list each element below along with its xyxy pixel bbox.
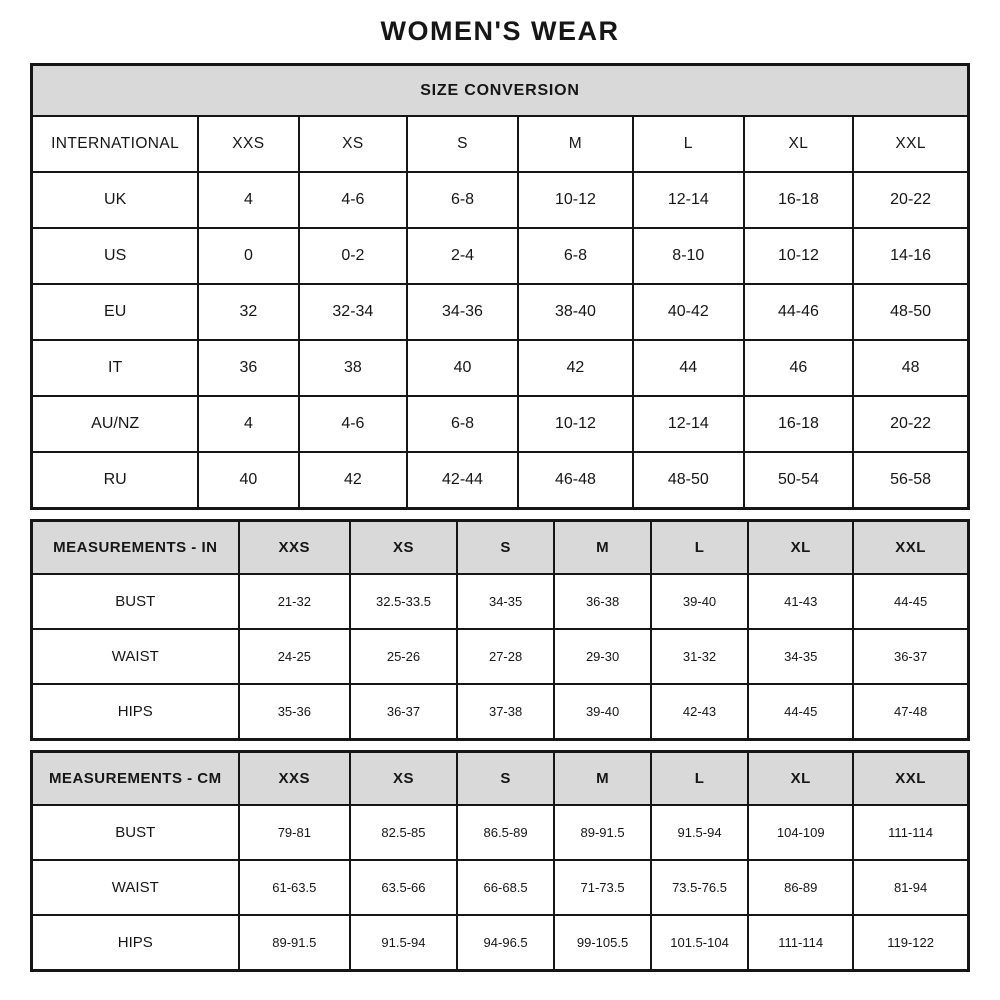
cell-value: 86.5-89 xyxy=(457,805,554,860)
cell-value: 94-96.5 xyxy=(457,915,554,971)
table-header-row xyxy=(32,116,969,172)
table-row xyxy=(32,860,969,915)
size-column-header: M xyxy=(554,521,651,575)
cell-value: 39-40 xyxy=(651,574,748,629)
cell-value: 20-22 xyxy=(853,172,968,228)
table-row xyxy=(32,915,969,971)
row-label: EU xyxy=(32,284,199,340)
cell-value: 44-45 xyxy=(853,574,968,629)
cell-value: 82.5-85 xyxy=(350,805,457,860)
size-column-header: XL xyxy=(748,521,853,575)
cell-value: 32.5-33.5 xyxy=(350,574,457,629)
row-label: BUST xyxy=(32,805,239,860)
cell-value: 91.5-94 xyxy=(651,805,748,860)
cell-value: 21-32 xyxy=(239,574,351,629)
cell-value: 89-91.5 xyxy=(239,915,351,971)
row-label: HIPS xyxy=(32,915,239,971)
header-label: MEASUREMENTS - IN xyxy=(32,521,239,575)
size-column-header: XS xyxy=(350,752,457,806)
size-conversion-table xyxy=(30,63,970,510)
cell-value: 34-35 xyxy=(748,629,853,684)
cell-value: 35-36 xyxy=(239,684,351,740)
size-column-header: XL xyxy=(748,752,853,806)
size-column-header: XS xyxy=(350,521,457,575)
table-row xyxy=(32,805,969,860)
cell-value: 16-18 xyxy=(744,396,854,452)
cell-value: 38 xyxy=(299,340,408,396)
cell-value: 27-28 xyxy=(457,629,554,684)
cell-value: 0 xyxy=(198,228,298,284)
cell-value: 24-25 xyxy=(239,629,351,684)
cell-value: 56-58 xyxy=(853,452,968,509)
cell-value: 46 xyxy=(744,340,854,396)
row-label: WAIST xyxy=(32,860,239,915)
cell-value: 44-45 xyxy=(748,684,853,740)
cell-value: 6-8 xyxy=(407,396,518,452)
cell-value: 111-114 xyxy=(853,805,968,860)
page-title: WOMEN'S WEAR xyxy=(380,16,620,46)
cell-value: 32 xyxy=(198,284,298,340)
size-chart-page xyxy=(30,0,970,972)
cell-value: 40 xyxy=(407,340,518,396)
table-banner-row xyxy=(32,65,969,117)
row-label: BUST xyxy=(32,574,239,629)
cell-value: 12-14 xyxy=(633,172,744,228)
size-column-header: M xyxy=(554,752,651,806)
cell-value: 4-6 xyxy=(299,396,408,452)
cell-value: 31-32 xyxy=(651,629,748,684)
cell-value: 73.5-76.5 xyxy=(651,860,748,915)
header-label: MEASUREMENTS - CM xyxy=(32,752,239,806)
cell-value: 0-2 xyxy=(299,228,408,284)
cell-value: 12-14 xyxy=(633,396,744,452)
cell-value: 81-94 xyxy=(853,860,968,915)
row-label: HIPS xyxy=(32,684,239,740)
cell-value: 42-44 xyxy=(407,452,518,509)
row-label: IT xyxy=(32,340,199,396)
cell-value: 66-68.5 xyxy=(457,860,554,915)
size-column-header: XS xyxy=(299,116,408,172)
cell-value: 8-10 xyxy=(633,228,744,284)
cell-value: 4-6 xyxy=(299,172,408,228)
cell-value: 79-81 xyxy=(239,805,351,860)
table-header-row xyxy=(32,521,969,575)
cell-value: 71-73.5 xyxy=(554,860,651,915)
cell-value: 42 xyxy=(518,340,633,396)
cell-value: 48-50 xyxy=(853,284,968,340)
cell-value: 46-48 xyxy=(518,452,633,509)
cell-value: 47-48 xyxy=(853,684,968,740)
table-banner: SIZE CONVERSION xyxy=(32,65,969,117)
table-row xyxy=(32,172,969,228)
table-row xyxy=(32,284,969,340)
size-column-header: XL xyxy=(744,116,854,172)
cell-value: 119-122 xyxy=(853,915,968,971)
cell-value: 42 xyxy=(299,452,408,509)
row-label: US xyxy=(32,228,199,284)
cell-value: 91.5-94 xyxy=(350,915,457,971)
cell-value: 41-43 xyxy=(748,574,853,629)
table-row xyxy=(32,340,969,396)
cell-value: 36-37 xyxy=(350,684,457,740)
cell-value: 14-16 xyxy=(853,228,968,284)
cell-value: 42-43 xyxy=(651,684,748,740)
table-row xyxy=(32,684,969,740)
cell-value: 48-50 xyxy=(633,452,744,509)
cell-value: 4 xyxy=(198,172,298,228)
cell-value: 29-30 xyxy=(554,629,651,684)
size-column-header: XXL xyxy=(853,752,968,806)
cell-value: 36-37 xyxy=(853,629,968,684)
cell-value: 89-91.5 xyxy=(554,805,651,860)
cell-value: 6-8 xyxy=(518,228,633,284)
header-label: INTERNATIONAL xyxy=(32,116,199,172)
measurements-inches-table xyxy=(30,519,970,741)
size-column-header: XXS xyxy=(239,752,351,806)
size-column-header: L xyxy=(633,116,744,172)
table-row xyxy=(32,452,969,509)
cell-value: 36-38 xyxy=(554,574,651,629)
table-row xyxy=(32,574,969,629)
cell-value: 39-40 xyxy=(554,684,651,740)
size-column-header: XXS xyxy=(198,116,298,172)
row-label: RU xyxy=(32,452,199,509)
cell-value: 6-8 xyxy=(407,172,518,228)
size-column-header: S xyxy=(457,521,554,575)
table-header-row xyxy=(32,752,969,806)
cell-value: 25-26 xyxy=(350,629,457,684)
size-column-header: S xyxy=(457,752,554,806)
cell-value: 111-114 xyxy=(748,915,853,971)
cell-value: 10-12 xyxy=(744,228,854,284)
cell-value: 44-46 xyxy=(744,284,854,340)
size-column-header: L xyxy=(651,752,748,806)
cell-value: 10-12 xyxy=(518,396,633,452)
measurements-centimeters-table xyxy=(30,750,970,972)
cell-value: 48 xyxy=(853,340,968,396)
cell-value: 34-36 xyxy=(407,284,518,340)
cell-value: 34-35 xyxy=(457,574,554,629)
cell-value: 40-42 xyxy=(633,284,744,340)
cell-value: 101.5-104 xyxy=(651,915,748,971)
size-column-header: L xyxy=(651,521,748,575)
table-row xyxy=(32,629,969,684)
row-label: WAIST xyxy=(32,629,239,684)
cell-value: 99-105.5 xyxy=(554,915,651,971)
cell-value: 16-18 xyxy=(744,172,854,228)
size-column-header: M xyxy=(518,116,633,172)
cell-value: 50-54 xyxy=(744,452,854,509)
size-column-header: XXL xyxy=(853,116,968,172)
cell-value: 104-109 xyxy=(748,805,853,860)
table-row xyxy=(32,396,969,452)
cell-value: 61-63.5 xyxy=(239,860,351,915)
row-label: AU/NZ xyxy=(32,396,199,452)
cell-value: 32-34 xyxy=(299,284,408,340)
size-column-header: XXS xyxy=(239,521,351,575)
cell-value: 36 xyxy=(198,340,298,396)
cell-value: 40 xyxy=(198,452,298,509)
cell-value: 37-38 xyxy=(457,684,554,740)
cell-value: 86-89 xyxy=(748,860,853,915)
table-row xyxy=(32,228,969,284)
size-column-header: S xyxy=(407,116,518,172)
size-column-header: XXL xyxy=(853,521,968,575)
cell-value: 10-12 xyxy=(518,172,633,228)
cell-value: 20-22 xyxy=(853,396,968,452)
row-label: UK xyxy=(32,172,199,228)
cell-value: 44 xyxy=(633,340,744,396)
cell-value: 2-4 xyxy=(407,228,518,284)
cell-value: 38-40 xyxy=(518,284,633,340)
cell-value: 63.5-66 xyxy=(350,860,457,915)
cell-value: 4 xyxy=(198,396,298,452)
